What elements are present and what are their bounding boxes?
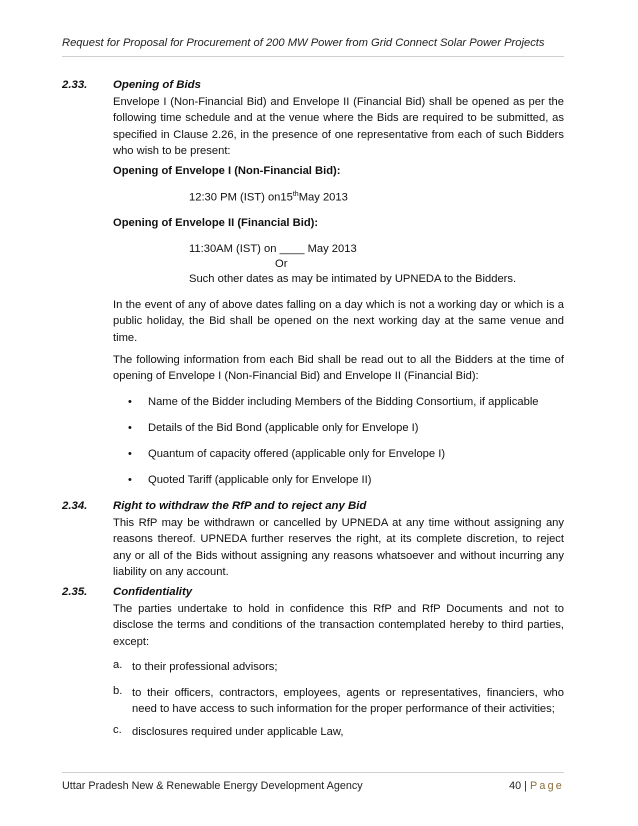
header-divider [62,56,564,57]
section-number: 2.33. [62,79,88,91]
list-item: Details of the Bid Bond (applicable only for Envelope I) [148,422,419,434]
list-item: Quoted Tariff (applicable only for Envelope II) [148,474,372,486]
section-number: 2.34. [62,500,88,512]
envelope-2-alt: Such other dates as may be intimated by UPNEDA to the Bidders. [189,273,517,285]
readout-paragraph: The following information from each Bid shall be read out to all the Bidders at the time of opening of Envelope I (Non-Financial Bid) and Envelope II (Financial Bid): [113,354,564,383]
envelope-2-or: Or [275,258,288,270]
section-body: The parties undertake to hold in confidence this RfP and RfP Documents and not to disclose the terms and conditions of the transaction contemplated hereby to third parties, except: [113,603,564,648]
bullet-icon: • [128,422,132,434]
list-item: to their officers, contractors, employees, agents or representatives, financiers, who need to have access to such information for the proper performance of their activities; [132,687,564,716]
footer-agency: Uttar Pradesh New & Renewable Energy Development Agency [62,780,363,792]
list-item: Quantum of capacity offered (applicable only for Envelope I) [148,448,446,460]
section-intro: Envelope I (Non-Financial Bid) and Envelope II (Financial Bid) shall be opened as per the following time schedule and at the venue where the Bids are required to be submitted, as specified in Clause 2.26, in the presence of one representative from each of such Bidders who wish to be present: [113,96,564,158]
section-title: Opening of Bids [113,79,201,91]
list-item: to their professional advisors; [132,661,278,673]
list-label: b. [113,685,123,697]
section-title: Right to withdraw the RfP and to reject any Bid [113,500,367,512]
bullet-icon: • [128,448,132,460]
section-body: This RfP may be withdrawn or cancelled by UPNEDA at any time without assigning any reasons thereof. UPNEDA further reserves the right, at its complete discretion, to reject any or all of the Bids without assigning any reasons whatsoever and without incurring any liability on any account. [113,517,564,579]
bullet-icon: • [128,474,132,486]
footer-divider [62,772,564,773]
section-number: 2.35. [62,586,88,598]
list-label: c. [113,724,122,736]
running-header: Request for Proposal for Procurement of 200 MW Power from Grid Connect Solar Power Projects [62,37,545,49]
bullet-icon: • [128,396,132,408]
list-label: a. [113,659,123,671]
list-item: disclosures required under applicable Law, [132,726,344,738]
holiday-paragraph: In the event of any of above dates falling on a day which is not a working day or which is a public holiday, the Bid shall be opened on the next working day at the same venue and time. [113,299,564,344]
envelope-1-time: 12:30 PM (IST) on15thMay 2013 [189,191,348,204]
page-number: 40 | Page [509,780,564,792]
envelope-1-heading: Opening of Envelope I (Non-Financial Bid): [113,165,341,177]
envelope-2-time: 11:30AM (IST) on ____ May 2013 [189,243,357,255]
section-title: Confidentiality [113,586,193,598]
list-item: Name of the Bidder including Members of the Bidding Consortium, if applicable [148,396,539,408]
envelope-2-heading: Opening of Envelope II (Financial Bid): [113,217,319,229]
